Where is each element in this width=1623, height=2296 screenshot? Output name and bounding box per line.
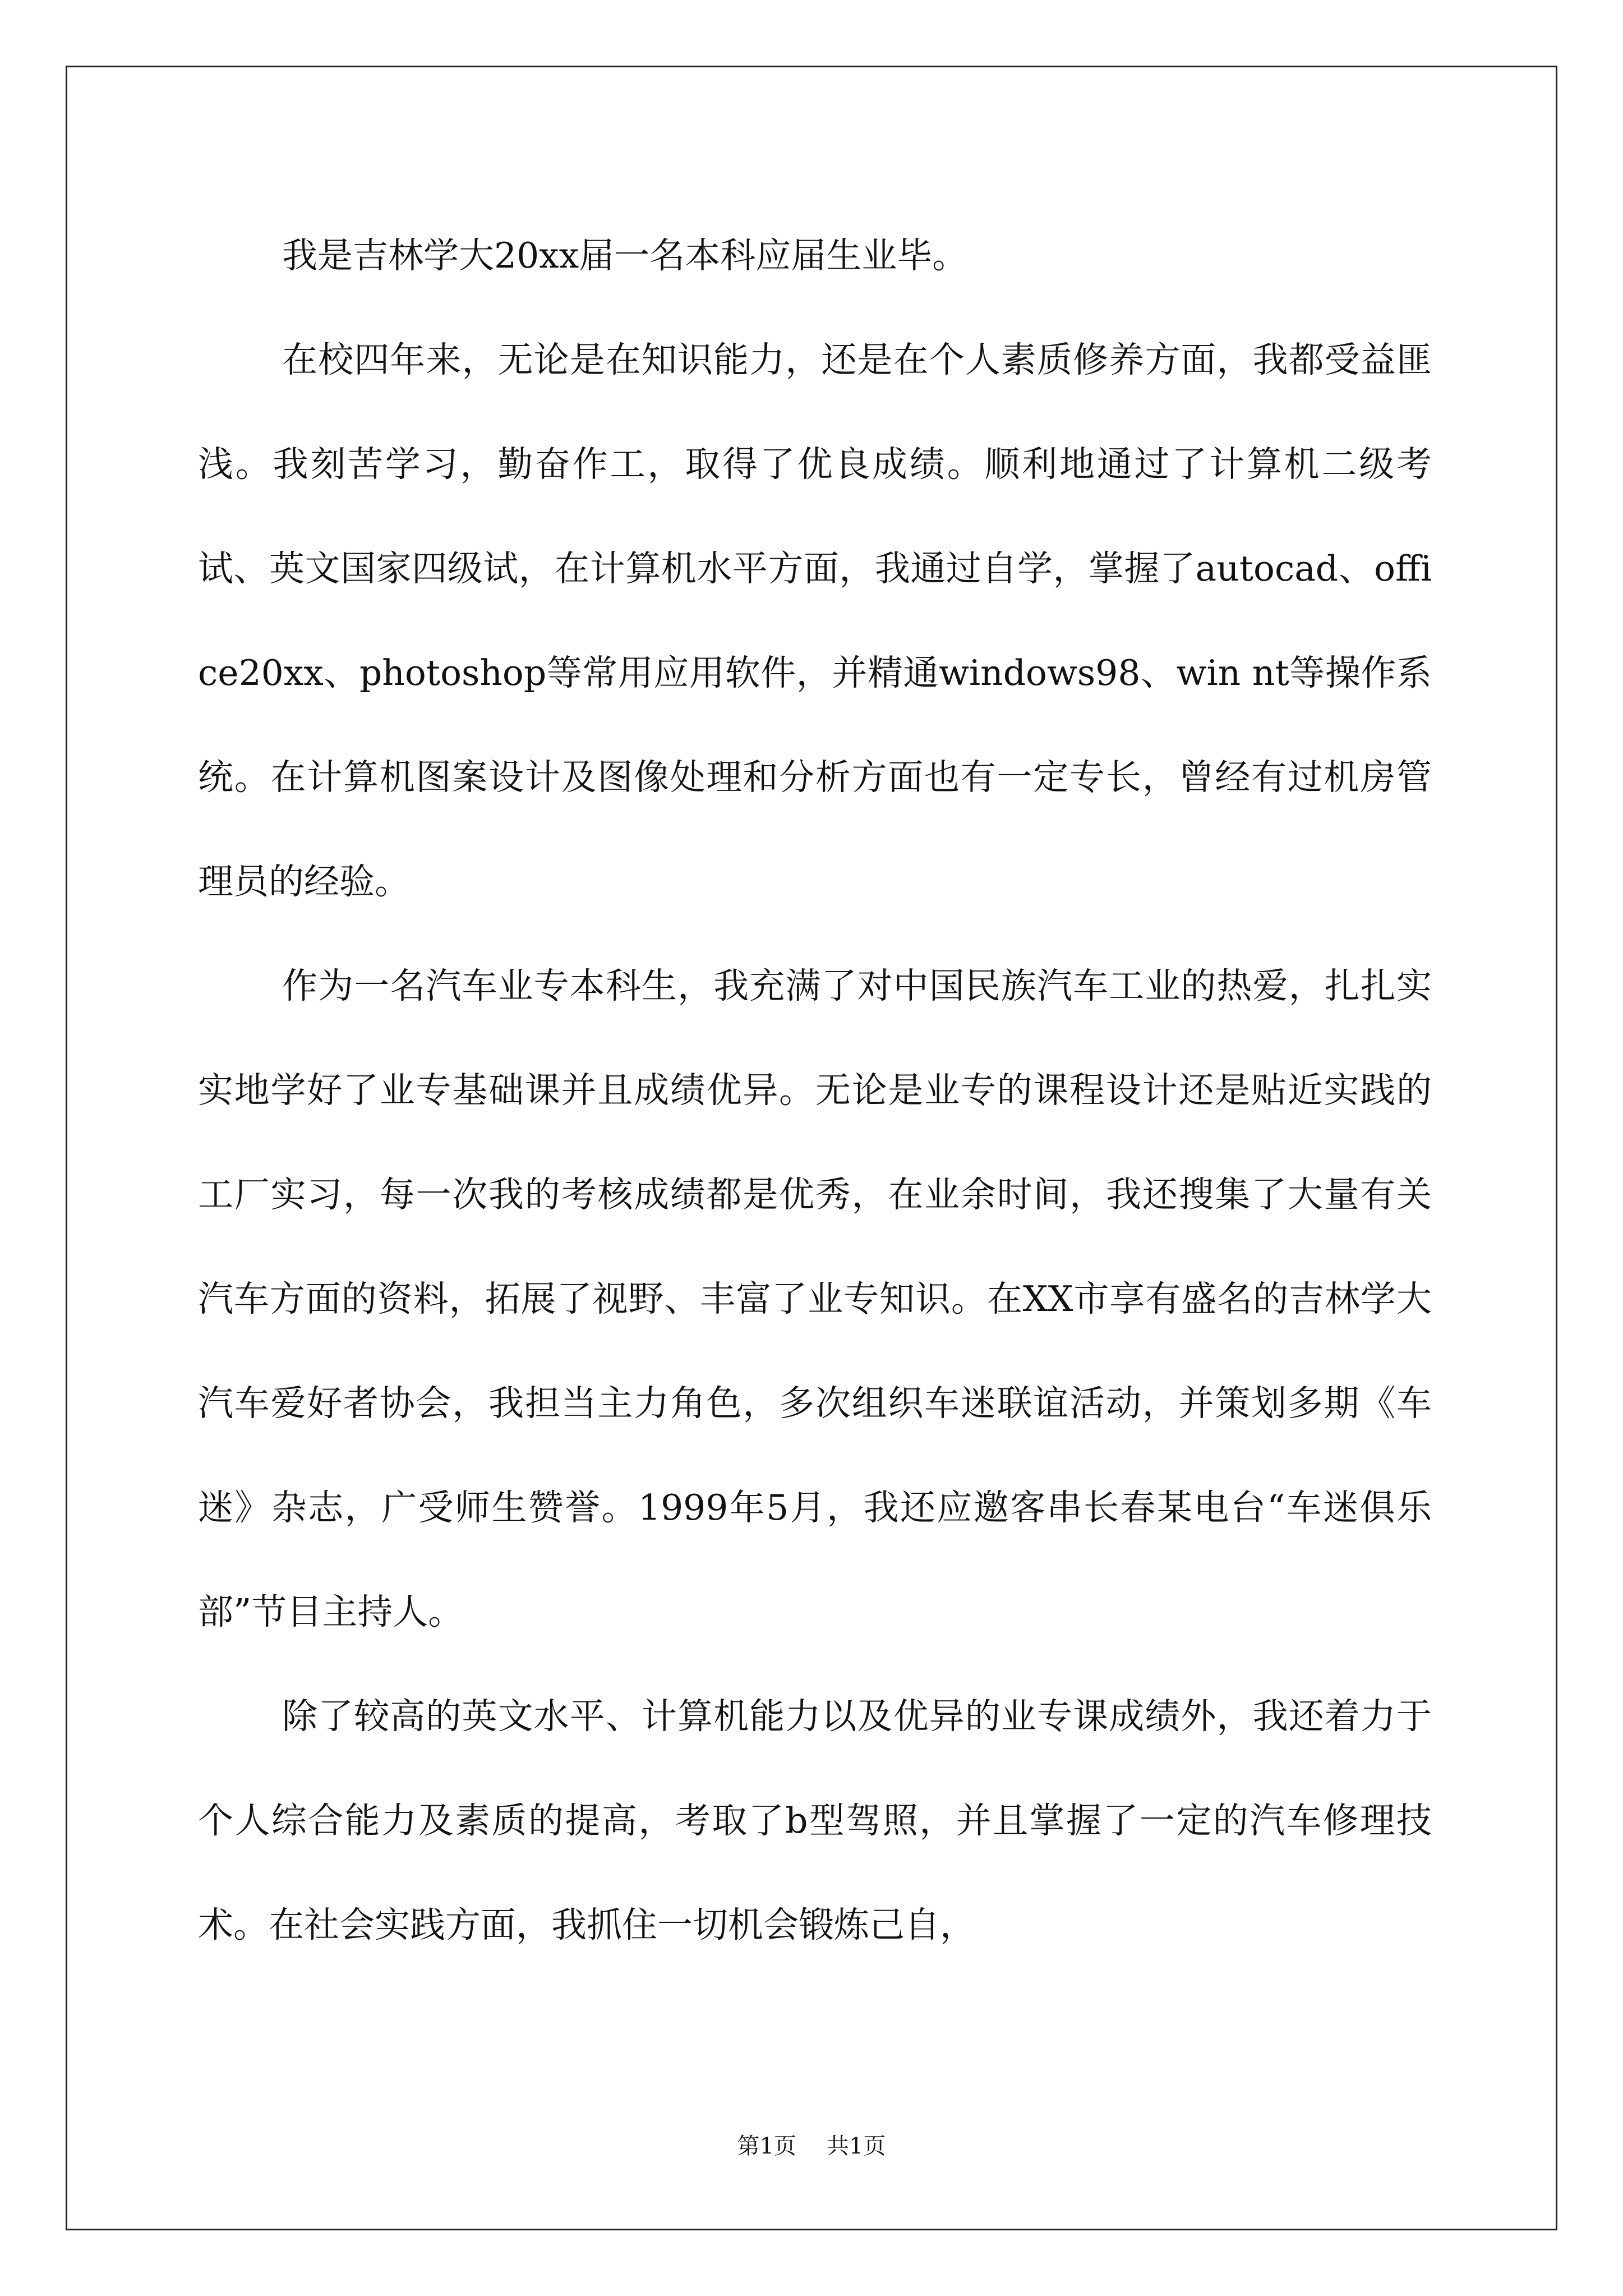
paragraph-3: 作为一名汽车业专本科生，我充满了对中国民族汽车工业的热爱，扎扎实实地学好了业专基础课并且成绩优异。无论是业专的课程设计还是贴近实践的工厂实习，每一次我的考核成绩都是优秀，在业余时间，我还搜集了大量有关汽车方面的资料，拓展了视野、丰富了业专知识。在XX市享有盛名的吉林学大汽车爱好者协会，我担当主力角色，多次组织车迷联谊活动，并策划多期《车迷》杂志，广受师生赞誉。1999年5月，我还应邀客串长春某电台“车迷俱乐部”节目主持人。	[198, 965, 1432, 1632]
page-number: 第1页	[737, 2133, 796, 2159]
document-body	[198, 204, 1432, 1977]
paragraph-1: 我是吉林学大20xx届一名本科应届生业毕。	[282, 235, 968, 276]
page-footer	[0, 2131, 1623, 2162]
paragraph-4: 除了较高的英文水平、计算机能力以及优异的业专课成绩外，我还着力于个人综合能力及素质的提高，考取了b型驾照，并且掌握了一定的汽车修理技术。在社会实践方面，我抓住一切机会锻炼己自，	[198, 1696, 1432, 1945]
paragraph-2: 在校四年来，无论是在知识能力，还是在个人素质修养方面，我都受益匪浅。我刻苦学习，勤奋作工，取得了优良成绩。顺利地通过了计算机二级考试、英文国家四级试，在计算机水平方面，我通过自学，掌握了autocad、office20xx、photoshop等常用应用软件，并精通windows98、win nt等操作系统。在计算机图案设计及图像处理和分析方面也有一定专长，曾经有过机房管理员的经验。	[198, 339, 1432, 902]
page-total: 共1页	[827, 2133, 886, 2159]
